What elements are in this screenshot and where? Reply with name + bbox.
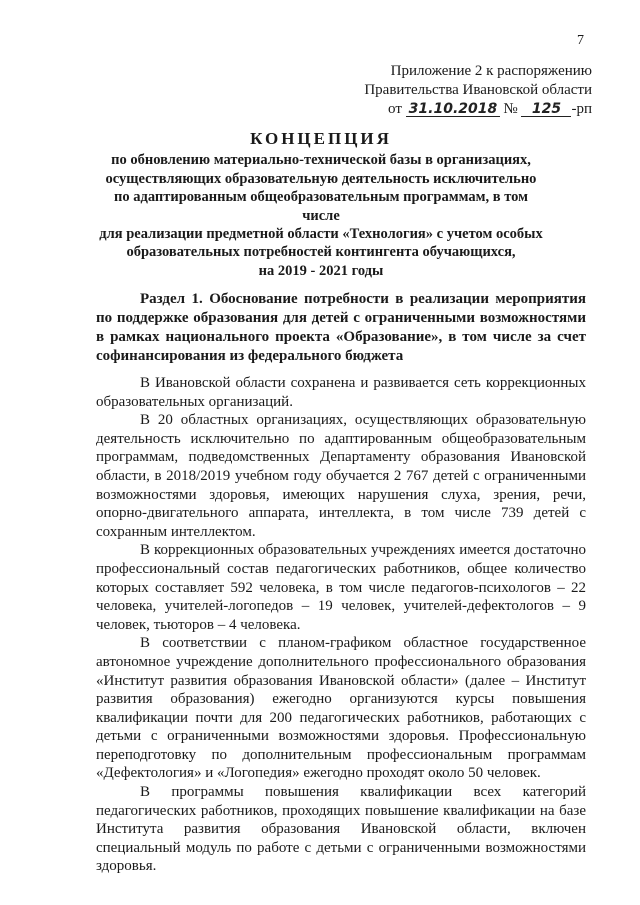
appendix-number: 125: [521, 102, 571, 117]
body-text: [96, 374, 586, 876]
title-line: для реализации предметной области «Технология» с учетом особых: [99, 226, 543, 243]
title-line: по адаптированным общеобразовательным программам, в том числе: [114, 189, 528, 224]
title-line: образовательных потребностей контингента обучающихся,: [126, 244, 516, 261]
title-line: по обновлению материально-технической базы в организациях,: [111, 152, 531, 169]
paragraph: В соответствии с планом-графиком областное государственное автономное учреждение дополнительного профессионального образования «Институт развития образования Ивановской области» (далее – Институт развития образования) ежегодно организуются курсы повышения квалификации почти для 200 педагогических работников, работающих с детьми с ограниченными возможностями здоровья. Профессиональную переподготовку по дополнительным профессиональным программам «Дефектология» и «Логопедия» ежегодно проходят около 50 человек.: [96, 635, 586, 782]
paragraph: В 20 областных организациях, осуществляющих образовательную деятельность исключительно по адаптированным общеобразовательным программам, подведомственных Департаменту образования Ивановской области, в 2018/2019 учебном году обучается 2 767 детей с ограниченными возможностями здоровья, имеющих нарушения слуха, зрения, речи, опорно-двигательного аппарата, интеллекта, в том числе 739 детей с сохранным интеллектом.: [96, 412, 586, 540]
page-number: 7: [577, 33, 584, 48]
section-heading: Раздел 1. Обоснование потребности в реализации мероприятия по поддержке образования для детей с ограниченными возможностями в рамках национального проекта «Образование», в том числе за счет софинансирования из федерального бюджета: [96, 291, 586, 364]
paragraph: В программы повышения квалификации всех категорий педагогических работников, проходящих повышение квалификации на базе Института развития образования Ивановской области, включен специальный модуль по работе с детьми с ограниченными возможностями здоровья.: [96, 784, 586, 875]
appendix-line-1: Приложение 2 к распоряжению: [390, 63, 592, 79]
appendix-from-label: от: [388, 101, 402, 117]
appendix-date: 31.10.2018: [406, 102, 500, 117]
paragraph: В коррекционных образовательных учреждениях имеется достаточно профессиональный состав педагогических работников, общее количество которых составляет 592 человека, в том числе педагогов-психологов – 22 человека, учителей-логопедов – 19 человек, учителей-дефектологов – 9 человек, тьюторов – 4 человека.: [96, 542, 586, 633]
appendix-suffix: -рп: [571, 101, 592, 117]
appendix-block: [330, 62, 592, 119]
appendix-line-3: [330, 100, 592, 119]
paragraph: В Ивановской области сохранена и развивается сеть коррекционных образовательных организаций.: [96, 375, 586, 410]
title-line: на 2019 - 2021 годы: [258, 262, 384, 279]
title-line: осуществляющих образовательную деятельность исключительно: [105, 170, 537, 187]
appendix-line-2: Правительства Ивановской области: [364, 82, 592, 98]
document-title: [96, 130, 546, 280]
appendix-number-label: №: [503, 101, 518, 117]
title-main: КОНЦЕПЦИЯ: [250, 129, 392, 148]
